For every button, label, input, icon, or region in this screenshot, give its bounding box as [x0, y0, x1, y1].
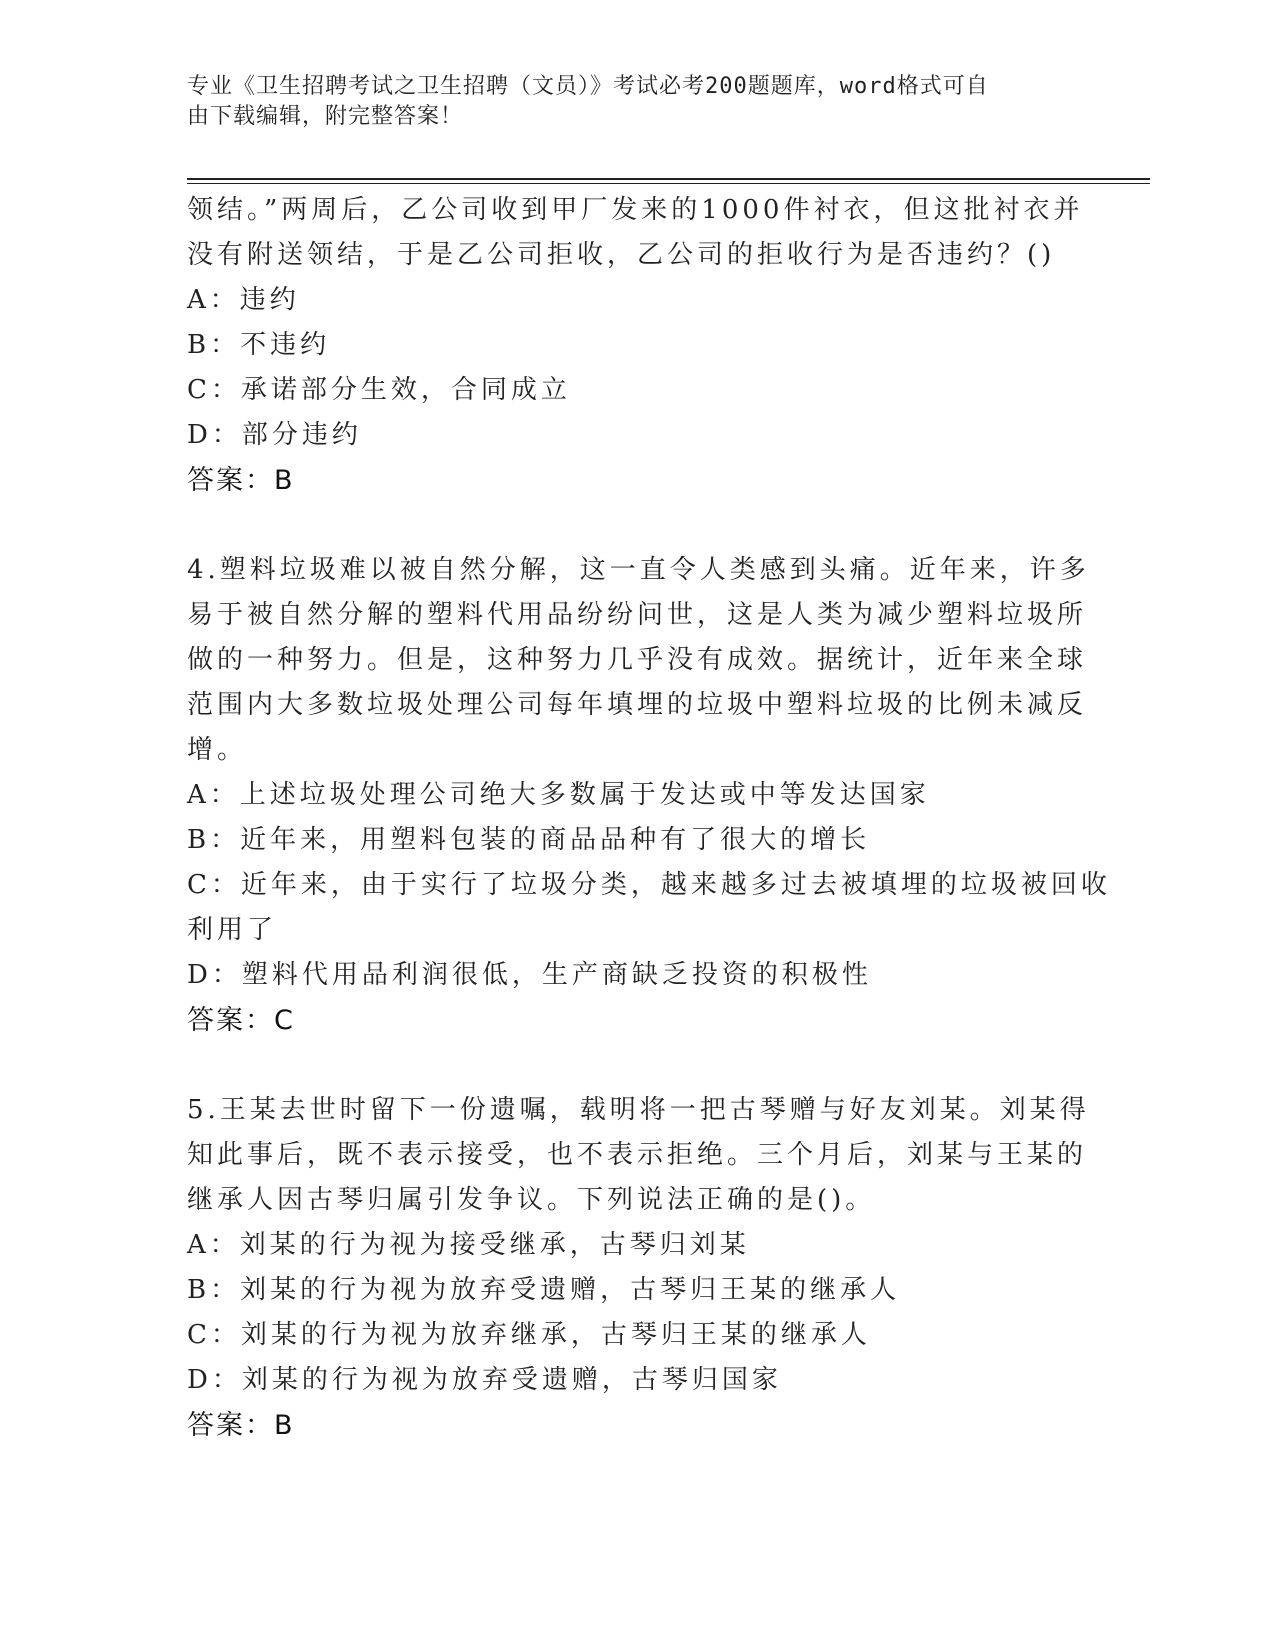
option-b: B：近年来，用塑料包装的商品品种有了很大的增长: [187, 825, 871, 855]
option-b: B：不违约: [187, 330, 331, 360]
option-d: D：部分违约: [187, 420, 362, 450]
option-c: C：近年来，由于实行了垃圾分类，越来越多过去被填埋的垃圾被回收: [187, 870, 1111, 900]
question-stem-line: 知此事后，既不表示接受，也不表示拒绝。三个月后，刘某与王某的: [187, 1140, 1088, 1170]
question-stem-line: 4.塑料垃圾难以被自然分解，这一直令人类感到头痛。近年来，许多: [187, 555, 1090, 585]
option-a: A：上述垃圾处理公司绝大多数属于发达或中等发达国家: [187, 780, 930, 810]
answer-label: 答案：C: [187, 1005, 295, 1036]
option-c-continued: 利用了: [187, 915, 278, 945]
option-d: D：刘某的行为视为放弃受遗赠，古琴归国家: [187, 1365, 782, 1395]
spacer: [187, 503, 1087, 548]
question-stem-line: 易于被自然分解的塑料代用品纷纷问世，这是人类为减少塑料垃圾所: [187, 600, 1088, 630]
question-stem-line: 5.王某去世时留下一份遗嘱，载明将一把古琴赠与好友刘某。刘某得: [187, 1095, 1090, 1125]
question-stem-line: 继承人因古琴归属引发争议。下列说法正确的是()。: [187, 1185, 876, 1215]
header-rule-thick: [187, 178, 1150, 180]
option-c: C：刘某的行为视为放弃继承，古琴归王某的继承人: [187, 1320, 871, 1350]
answer-label: 答案：B: [187, 1410, 295, 1441]
question-3: [187, 188, 1087, 503]
answer-label: 答案：B: [187, 465, 295, 496]
question-stem-line: 没有附送领结，于是乙公司拒收，乙公司的拒收行为是否违约？(): [187, 240, 1056, 270]
question-5: [187, 1088, 1090, 1448]
spacer: [187, 1043, 1087, 1088]
option-b: B：刘某的行为视为放弃受遗赠，古琴归王某的继承人: [187, 1275, 901, 1305]
option-c: C：承诺部分生效，合同成立: [187, 375, 571, 405]
header-line-2: 由下载编辑，附完整答案！: [187, 104, 464, 129]
option-a: A：刘某的行为视为接受继承，古琴归刘某: [187, 1230, 750, 1260]
document-header: [187, 72, 1067, 132]
option-a: A：违约: [187, 285, 300, 315]
header-line-1: 专业《卫生招聘考试之卫生招聘（文员）》考试必考200题题库，word格式可自: [187, 74, 989, 99]
question-stem-line: 领结。”两周后，乙公司收到甲厂发来的1000件衬衣，但这批衬衣并: [187, 195, 1084, 225]
header-rule-thin: [187, 183, 1150, 184]
question-4: [187, 548, 1111, 1043]
question-stem-line: 范围内大多数垃圾处理公司每年填埋的垃圾中塑料垃圾的比例未减反: [187, 690, 1088, 720]
question-stem-line: 做的一种努力。但是，这种努力几乎没有成效。据统计，近年来全球: [187, 645, 1088, 675]
option-d: D：塑料代用品利润很低，生产商缺乏投资的积极性: [187, 960, 872, 990]
question-stem-line: 增。: [187, 735, 248, 765]
question-list: [187, 188, 1111, 1448]
